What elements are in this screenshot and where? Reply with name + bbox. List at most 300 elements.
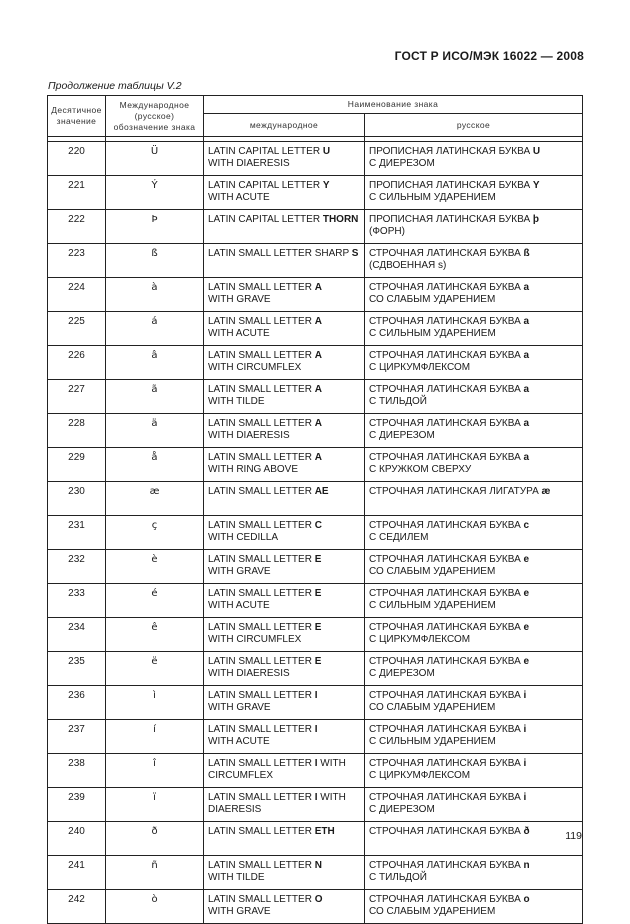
decimal-value-cell: 222 [48, 210, 106, 244]
name-text: С ЦИРКУМФЛЕКСОМ [369, 634, 471, 645]
ru-name-cell [365, 380, 583, 414]
decimal-value-cell: 223 [48, 244, 106, 278]
name-line [369, 770, 578, 782]
table-row [48, 686, 583, 720]
name-text: LATIN SMALL LETTER [208, 418, 315, 429]
name-line [369, 656, 578, 668]
letter-glyph: ð [523, 826, 530, 837]
name-text: LATIN CAPITAL LETTER [208, 146, 323, 157]
table-row [48, 856, 583, 890]
name-line [208, 328, 360, 340]
table-row [48, 482, 583, 516]
name-text: LATIN SMALL LETTER [208, 894, 315, 905]
name-line [369, 260, 578, 272]
name-text: С ЦИРКУМФЛЕКСОМ [369, 770, 471, 781]
name-line [208, 384, 360, 396]
table-row [48, 346, 583, 380]
name-text: LATIN SMALL LETTER [208, 724, 315, 735]
name-line [369, 724, 578, 736]
table-row [48, 142, 583, 176]
table-row [48, 244, 583, 278]
symbol-cell: à [106, 278, 204, 312]
name-text: С СИЛЬНЫМ УДАРЕНИЕМ [369, 328, 496, 339]
ru-name-cell [365, 584, 583, 618]
decimal-value-cell: 226 [48, 346, 106, 380]
name-text: WITH DIAERESIS [208, 158, 290, 169]
name-line [369, 758, 578, 770]
letter-glyph: E [314, 588, 322, 599]
name-text: СТРОЧНАЯ ЛАТИНСКАЯ БУКВА [369, 248, 524, 259]
intl-name-cell [204, 244, 365, 278]
name-line [369, 192, 578, 204]
letter-glyph: N [314, 860, 322, 871]
name-text: LATIN CAPITAL LETTER [208, 214, 323, 225]
symbol-cell: ð [106, 822, 204, 856]
name-line [208, 758, 360, 770]
col-header-symbol-line: Международное [119, 99, 190, 110]
table-row [48, 550, 583, 584]
name-line [208, 668, 360, 680]
name-line [369, 452, 578, 464]
name-line [208, 248, 360, 260]
ru-name-cell [365, 482, 583, 516]
name-text: С СИЛЬНЫМ УДАРЕНИЕМ [369, 736, 496, 747]
decimal-value-cell: 235 [48, 652, 106, 686]
intl-name-cell [204, 414, 365, 448]
decimal-value-cell: 242 [48, 890, 106, 924]
ru-name-cell [365, 516, 583, 550]
symbol-cell: æ [106, 482, 204, 516]
name-text: СТРОЧНАЯ ЛАТИНСКАЯ БУКВА [369, 656, 524, 667]
decimal-value-cell: 221 [48, 176, 106, 210]
symbol-cell: é [106, 584, 204, 618]
name-line [208, 906, 360, 918]
intl-name-cell [204, 142, 365, 176]
decimal-value-cell: 220 [48, 142, 106, 176]
letter-glyph: A [314, 452, 322, 463]
name-line [369, 384, 578, 396]
letter-glyph: a [523, 316, 530, 327]
intl-name-cell [204, 346, 365, 380]
name-text: С ДИЕРЕЗОМ [369, 804, 435, 815]
decimal-value-cell: 240 [48, 822, 106, 856]
name-line [208, 736, 360, 748]
symbol-cell: ò [106, 890, 204, 924]
intl-name-cell [204, 788, 365, 822]
decimal-value-cell: 232 [48, 550, 106, 584]
decimal-value-cell: 239 [48, 788, 106, 822]
name-line [369, 294, 578, 306]
name-line [369, 702, 578, 714]
intl-name-cell [204, 278, 365, 312]
name-text: ПРОПИСНАЯ ЛАТИНСКАЯ БУКВА [369, 146, 533, 157]
name-text: СО СЛАБЫМ УДАРЕНИЕМ [369, 702, 496, 713]
name-text: WITH CIRCUMFLEX [208, 362, 302, 373]
table-row [48, 210, 583, 244]
decimal-value-cell: 237 [48, 720, 106, 754]
ru-name-cell [365, 278, 583, 312]
name-text: WITH RING ABOVE [208, 464, 299, 475]
table-row [48, 788, 583, 822]
name-text: WITH GRAVE [208, 702, 271, 713]
name-line [208, 486, 360, 498]
intl-name-cell [204, 550, 365, 584]
name-text: СТРОЧНАЯ ЛАТИНСКАЯ БУКВА [369, 758, 524, 769]
name-line [208, 554, 360, 566]
table-row [48, 652, 583, 686]
letter-glyph: Y [532, 180, 540, 191]
intl-name-cell [204, 720, 365, 754]
symbol-cell: Ü [106, 142, 204, 176]
letter-glyph: I [314, 792, 318, 803]
decimal-value-cell: 224 [48, 278, 106, 312]
name-line [208, 826, 360, 838]
intl-name-cell [204, 448, 365, 482]
name-line [208, 588, 360, 600]
name-line [369, 792, 578, 804]
name-text: СО СЛАБЫМ УДАРЕНИЕМ [369, 294, 496, 305]
letter-glyph: a [523, 350, 530, 361]
letter-glyph: i [523, 724, 527, 735]
name-line [369, 622, 578, 634]
name-text: WITH GRAVE [208, 294, 271, 305]
letter-glyph: a [523, 282, 530, 293]
name-line [369, 906, 578, 918]
name-text: LATIN SMALL LETTER [208, 758, 315, 769]
ru-name-cell [365, 890, 583, 924]
letter-glyph: e [523, 588, 530, 599]
name-text: СТРОЧНАЯ ЛАТИНСКАЯ БУКВА [369, 690, 524, 701]
name-text: WITH ACUTE [208, 736, 270, 747]
name-text: С ТИЛЬДОЙ [369, 872, 427, 883]
name-text: WITH CEDILLA [208, 532, 279, 543]
name-line [369, 146, 578, 158]
letter-glyph: I [314, 724, 318, 735]
table-row [48, 448, 583, 482]
letter-glyph: c [523, 520, 530, 531]
table-row [48, 414, 583, 448]
name-text: WITH TILDE [208, 872, 265, 883]
ru-name-cell [365, 312, 583, 346]
name-line [208, 622, 360, 634]
name-line [208, 452, 360, 464]
ru-name-cell [365, 856, 583, 890]
letter-glyph: e [523, 656, 530, 667]
name-text: СО СЛАБЫМ УДАРЕНИЕМ [369, 566, 496, 577]
symbol-cell: â [106, 346, 204, 380]
name-line [208, 702, 360, 714]
intl-name-cell [204, 380, 365, 414]
intl-name-cell [204, 686, 365, 720]
name-text: С СИЛЬНЫМ УДАРЕНИЕМ [369, 600, 496, 611]
name-text: СТРОЧНАЯ ЛАТИНСКАЯ БУКВА [369, 520, 524, 531]
name-text: DIAERESIS [208, 804, 262, 815]
name-line [208, 362, 360, 374]
letter-glyph: I [314, 690, 318, 701]
ru-name-cell [365, 822, 583, 856]
letter-glyph: Y [322, 180, 330, 191]
ru-name-cell [365, 414, 583, 448]
ru-name-cell [365, 652, 583, 686]
decimal-value-cell: 233 [48, 584, 106, 618]
name-text: LATIN SMALL LETTER [208, 486, 315, 497]
character-table [47, 95, 583, 924]
name-text: LATIN SMALL LETTER [208, 622, 315, 633]
table-row [48, 890, 583, 924]
table-caption: Продолжение таблицы V.2 [48, 80, 182, 92]
letter-glyph: A [314, 384, 322, 395]
name-line [369, 736, 578, 748]
letter-glyph: A [314, 282, 322, 293]
name-text: WITH ACUTE [208, 192, 270, 203]
name-text: ПРОПИСНАЯ ЛАТИНСКАЯ БУКВА [369, 214, 533, 225]
table-row [48, 312, 583, 346]
letter-glyph: E [314, 554, 322, 565]
decimal-value-cell: 234 [48, 618, 106, 652]
letter-glyph: o [523, 894, 530, 905]
intl-name-cell [204, 618, 365, 652]
name-line [369, 826, 578, 838]
name-line [208, 690, 360, 702]
name-text: WITH DIAERESIS [208, 430, 290, 441]
name-line [369, 430, 578, 442]
col-header-symbol-line: (русское) [134, 110, 175, 121]
name-line [208, 294, 360, 306]
name-text: WITH GRAVE [208, 566, 271, 577]
letter-glyph: U [322, 146, 331, 157]
col-header-symbol [106, 96, 204, 137]
document-header: ГОСТ Р ИСО/МЭК 16022 — 2008 [394, 49, 584, 63]
letter-glyph: AE [314, 486, 329, 497]
name-text: С КРУЖКОМ СВЕРХУ [369, 464, 472, 475]
name-text: СТРОЧНАЯ ЛАТИНСКАЯ БУКВА [369, 316, 524, 327]
name-line [208, 350, 360, 362]
name-text: СТРОЧНАЯ ЛАТИНСКАЯ БУКВА [369, 860, 524, 871]
name-line [369, 520, 578, 532]
letter-glyph: O [314, 894, 323, 905]
letter-glyph: S [351, 248, 359, 259]
name-line [369, 894, 578, 906]
name-line [369, 180, 578, 192]
name-text: (СДВОЕННАЯ s) [369, 260, 447, 271]
name-line [208, 192, 360, 204]
name-text: LATIN SMALL LETTER [208, 452, 315, 463]
name-line [369, 872, 578, 884]
name-line [369, 690, 578, 702]
name-text: СТРОЧНАЯ ЛАТИНСКАЯ БУКВА [369, 622, 524, 633]
name-text: СО СЛАБЫМ УДАРЕНИЕМ [369, 906, 496, 917]
table-row [48, 176, 583, 210]
name-line [208, 146, 360, 158]
name-text: WITH ACUTE [208, 328, 270, 339]
letter-glyph: I [314, 758, 318, 769]
col-header-name-intl: международное [204, 114, 365, 137]
symbol-cell: ï [106, 788, 204, 822]
page-number: 119 [565, 830, 582, 842]
table-row [48, 380, 583, 414]
name-line [208, 532, 360, 544]
letter-glyph: n [523, 860, 530, 871]
intl-name-cell [204, 176, 365, 210]
symbol-cell: ì [106, 686, 204, 720]
name-text: LATIN CAPITAL LETTER [208, 180, 323, 191]
intl-name-cell [204, 822, 365, 856]
name-line [369, 362, 578, 374]
symbol-cell: ë [106, 652, 204, 686]
col-header-decimal-line: Десятичное [51, 105, 102, 115]
symbol-cell: Ý [106, 176, 204, 210]
name-line [369, 804, 578, 816]
letter-glyph: i [523, 690, 527, 701]
decimal-value-cell: 228 [48, 414, 106, 448]
name-line [369, 158, 578, 170]
name-line [208, 430, 360, 442]
letter-glyph: A [314, 316, 322, 327]
ru-name-cell [365, 550, 583, 584]
name-text: LATIN SMALL LETTER [208, 792, 315, 803]
table-row [48, 618, 583, 652]
name-text: LATIN SMALL LETTER [208, 350, 315, 361]
ru-name-cell [365, 754, 583, 788]
name-line [369, 532, 578, 544]
col-header-decimal [48, 96, 106, 137]
table-row [48, 584, 583, 618]
name-line [208, 656, 360, 668]
intl-name-cell [204, 754, 365, 788]
col-header-name-group: Наименование знака [204, 96, 583, 114]
symbol-cell: î [106, 754, 204, 788]
symbol-cell: í [106, 720, 204, 754]
ru-name-cell [365, 788, 583, 822]
name-line [369, 588, 578, 600]
letter-glyph: i [523, 758, 527, 769]
name-line [208, 418, 360, 430]
name-text: С ДИЕРЕЗОМ [369, 430, 435, 441]
letter-glyph: ß [523, 248, 530, 259]
name-line [208, 634, 360, 646]
name-line [369, 316, 578, 328]
name-text: LATIN SMALL LETTER [208, 826, 315, 837]
name-text: LATIN SMALL LETTER [208, 690, 315, 701]
table-row [48, 516, 583, 550]
name-line [208, 316, 360, 328]
name-text: С ЦИРКУМФЛЕКСОМ [369, 362, 471, 373]
name-line [369, 350, 578, 362]
name-line [369, 282, 578, 294]
name-line [369, 600, 578, 612]
name-line [369, 248, 578, 260]
name-line [208, 860, 360, 872]
symbol-cell: á [106, 312, 204, 346]
name-text: LATIN SMALL LETTER [208, 384, 315, 395]
name-text: С ДИЕРЕЗОМ [369, 158, 435, 169]
name-line [369, 860, 578, 872]
name-text: LATIN SMALL LETTER [208, 282, 315, 293]
letter-glyph: a [523, 384, 530, 395]
name-line [208, 464, 360, 476]
ru-name-cell [365, 346, 583, 380]
decimal-value-cell: 231 [48, 516, 106, 550]
symbol-cell: ñ [106, 856, 204, 890]
name-line [369, 418, 578, 430]
ru-name-cell [365, 244, 583, 278]
letter-glyph: U [532, 146, 541, 157]
intl-name-cell [204, 890, 365, 924]
name-text: WITH DIAERESIS [208, 668, 290, 679]
table-row [48, 278, 583, 312]
name-text: СТРОЧНАЯ ЛАТИНСКАЯ ЛИГАТУРА [369, 486, 542, 497]
col-header-symbol-line: обозначение знака [113, 121, 196, 132]
letter-glyph: a [523, 452, 530, 463]
intl-name-cell [204, 210, 365, 244]
name-line [208, 804, 360, 816]
letter-glyph: e [523, 554, 530, 565]
name-text: СТРОЧНАЯ ЛАТИНСКАЯ БУКВА [369, 384, 524, 395]
decimal-value-cell: 238 [48, 754, 106, 788]
name-line [208, 894, 360, 906]
name-text: СТРОЧНАЯ ЛАТИНСКАЯ БУКВА [369, 894, 524, 905]
letter-glyph: E [314, 656, 322, 667]
letter-glyph: ETH [314, 826, 335, 837]
intl-name-cell [204, 652, 365, 686]
intl-name-cell [204, 856, 365, 890]
letter-glyph: E [314, 622, 322, 633]
name-text: СТРОЧНАЯ ЛАТИНСКАЯ БУКВА [369, 724, 524, 735]
letter-glyph: a [523, 418, 530, 429]
name-text: WITH GRAVE [208, 906, 271, 917]
table-header [48, 96, 583, 142]
ru-name-cell [365, 210, 583, 244]
ru-name-cell [365, 142, 583, 176]
col-header-name-ru: русское [365, 114, 583, 137]
name-text: СТРОЧНАЯ ЛАТИНСКАЯ БУКВА [369, 452, 524, 463]
name-line [208, 724, 360, 736]
letter-glyph: e [523, 622, 530, 633]
name-text: С ДИЕРЕЗОМ [369, 668, 435, 679]
name-text: LATIN SMALL LETTER [208, 588, 315, 599]
name-line [208, 600, 360, 612]
name-text: СТРОЧНАЯ ЛАТИНСКАЯ БУКВА [369, 826, 524, 837]
symbol-cell: å [106, 448, 204, 482]
name-line [369, 554, 578, 566]
name-text: WITH [317, 758, 346, 769]
ru-name-cell [365, 618, 583, 652]
name-line [208, 282, 360, 294]
intl-name-cell [204, 584, 365, 618]
name-text: WITH TILDE [208, 396, 265, 407]
name-text: WITH [317, 792, 346, 803]
name-line [208, 158, 360, 170]
intl-name-cell [204, 516, 365, 550]
decimal-value-cell: 227 [48, 380, 106, 414]
name-text: СТРОЧНАЯ ЛАТИНСКАЯ БУКВА [369, 554, 524, 565]
name-text: LATIN SMALL LETTER [208, 656, 315, 667]
decimal-value-cell: 230 [48, 482, 106, 516]
name-line [369, 634, 578, 646]
name-text: CIRCUMFLEX [208, 770, 274, 781]
name-text: СТРОЧНАЯ ЛАТИНСКАЯ БУКВА [369, 350, 524, 361]
intl-name-cell [204, 312, 365, 346]
col-header-decimal-line: значение [56, 116, 97, 126]
letter-glyph: þ [532, 214, 539, 225]
name-line [369, 486, 578, 498]
name-line [208, 396, 360, 408]
name-line [208, 566, 360, 578]
ru-name-cell [365, 686, 583, 720]
name-text: С СЕДИЛЕМ [369, 532, 429, 543]
symbol-cell: ä [106, 414, 204, 448]
name-line [369, 226, 578, 238]
